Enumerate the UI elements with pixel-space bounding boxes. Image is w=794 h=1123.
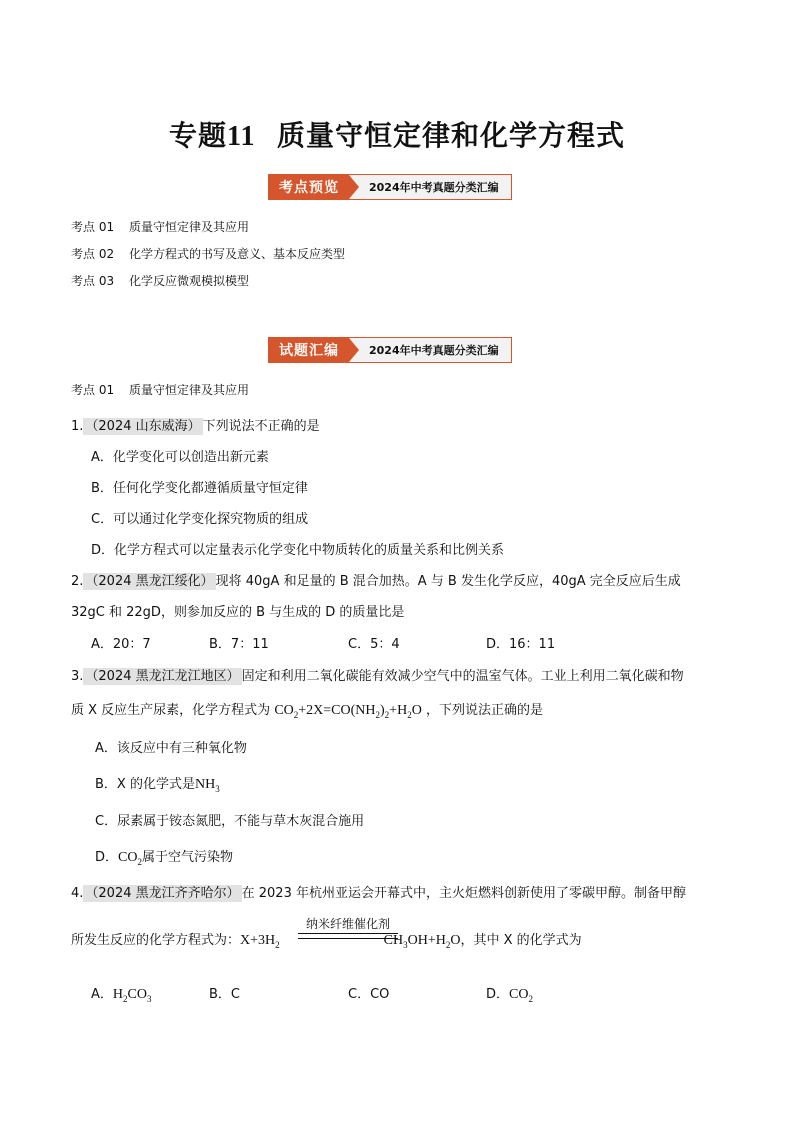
kaodian-item: 考点 02 化学方程式的书写及意义、基本反应类型 [71, 247, 346, 261]
option-a: A．该反应中有三种氧化物 [95, 741, 247, 756]
question-2-stem: 2. （2024 黑龙江绥化） 现将 40gA 和足量的 B 混合加热。A 与 B 发生化学反应，40gA 完全反应后生成 [71, 574, 681, 589]
section-heading: 考点 01 质量守恒定律及其应用 [71, 383, 250, 397]
option-c: C．尿素属于铵态氮肥，不能与草木灰混合施用 [95, 814, 365, 829]
option-a: A．化学变化可以创造出新元素 [91, 450, 269, 465]
question-source: （2024 山东威海） [85, 419, 201, 434]
option-a: A．20：7 [91, 637, 151, 652]
question-4-stem: 4. （2024 黑龙江齐齐哈尔） 在 2023 年杭州亚运会开幕式中，主火炬燃料创新使用了零碳甲醇。制备甲醇 [71, 886, 686, 901]
option-c: C．可以通过化学变化探究物质的组成 [91, 512, 309, 527]
question-3-stem-line2: 质 X 反应生产尿素，化学方程式为 $CO_2+2X=CO(NH_2)_2+H_2O$ ，下列说法正确的是 [71, 703, 543, 720]
option-a: A．$H_2CO_3$ [91, 987, 152, 1004]
banner-tag: 考点预览 [269, 175, 349, 199]
question-4-stem-line2: 所发生反应的化学方程式为：$X+3H_2$ $CH_3OH+H_2O$，其中 X 的化学式为 [71, 933, 582, 950]
option-d: D．$CO_2$属于空气污染物 [95, 850, 233, 867]
kaodian-item: 考点 03 化学反应微观模拟模型 [71, 274, 250, 288]
option-c: C．5：4 [348, 637, 400, 652]
banner-subtitle: 2024年中考真题分类汇编 [349, 338, 511, 362]
option-d: D．化学方程式可以定量表示化学变化中物质转化的质量关系和比例关系 [91, 543, 505, 558]
question-1-stem: 1. （2024 山东威海） 下列说法不正确的是 [71, 419, 320, 434]
option-d: D．$CO_2$ [486, 987, 533, 1004]
question-2-stem-line2: 32gC 和 22gD，则参加反应的 B 与生成的 D 的质量比是 [71, 605, 405, 620]
option-d: D．16：11 [486, 637, 556, 652]
option-b: B．7：11 [209, 637, 269, 652]
page-title: 专题11 质量守恒定律和化学方程式 [169, 119, 625, 152]
option-b: B．C [209, 987, 240, 1002]
banner-tag: 试题汇编 [269, 338, 349, 362]
option-b: B．X 的化学式是$NH_3$ [95, 777, 220, 794]
option-c: C．CO [348, 987, 390, 1002]
catalyst-label: 纳米纤维催化剂 [305, 917, 390, 931]
exercise-banner [268, 337, 512, 363]
banner-subtitle: 2024年中考真题分类汇编 [349, 175, 511, 199]
question-source: （2024 黑龙江齐齐哈尔） [85, 886, 240, 901]
option-b: B．任何化学变化都遵循质量守恒定律 [91, 481, 308, 496]
question-source: （2024 黑龙江龙江地区） [85, 669, 240, 684]
question-3-stem: 3. （2024 黑龙江龙江地区） 固定和利用二氧化碳能有效减少空气中的温室气体。工业上利用二氧化碳和物 [71, 669, 684, 684]
question-source: （2024 黑龙江绥化） [85, 574, 214, 589]
chemical-equation: $CO_2+2X=CO(NH_2)_2+H_2O$ [274, 703, 422, 720]
preview-banner [268, 174, 512, 200]
kaodian-item: 考点 01 质量守恒定律及其应用 [71, 220, 250, 234]
